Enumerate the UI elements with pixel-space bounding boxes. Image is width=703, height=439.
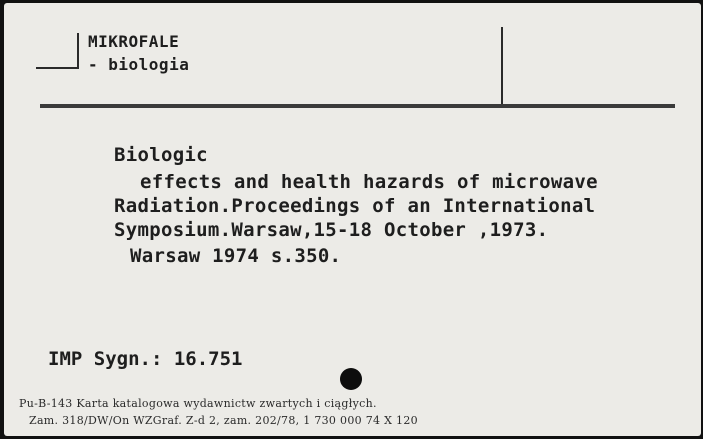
call-number: IMP Sygn.: 16.751 [48,348,243,370]
subject-heading: MIKROFALE [88,32,180,51]
corner-horizontal-rule [36,67,78,69]
corner-vertical-rule [77,33,79,69]
entry-line-4: Symposium.Warsaw,15-18 October ,1973. [114,219,549,241]
entry-line-2: effects and health hazards of microwave [140,171,598,193]
catalog-card [4,3,701,436]
subject-subheading: - biologia [88,55,190,74]
footer-line-1: Pu-B-143 Karta katalogowa wydawnictw zwartych i ciągłych. [19,397,377,410]
entry-line-5: Warsaw 1974 s.350. [130,245,342,267]
entry-line-1: Biologic [114,144,208,166]
footer-line-2: Zam. 318/DW/On WZGraf. Z-d 2, zam. 202/78, 1 730 000 74 X 120 [29,414,418,427]
entry-line-3: Radiation.Proceedings of an International [114,195,596,217]
header-divider [501,27,503,105]
punch-hole [340,368,362,390]
header-rule [40,104,675,108]
